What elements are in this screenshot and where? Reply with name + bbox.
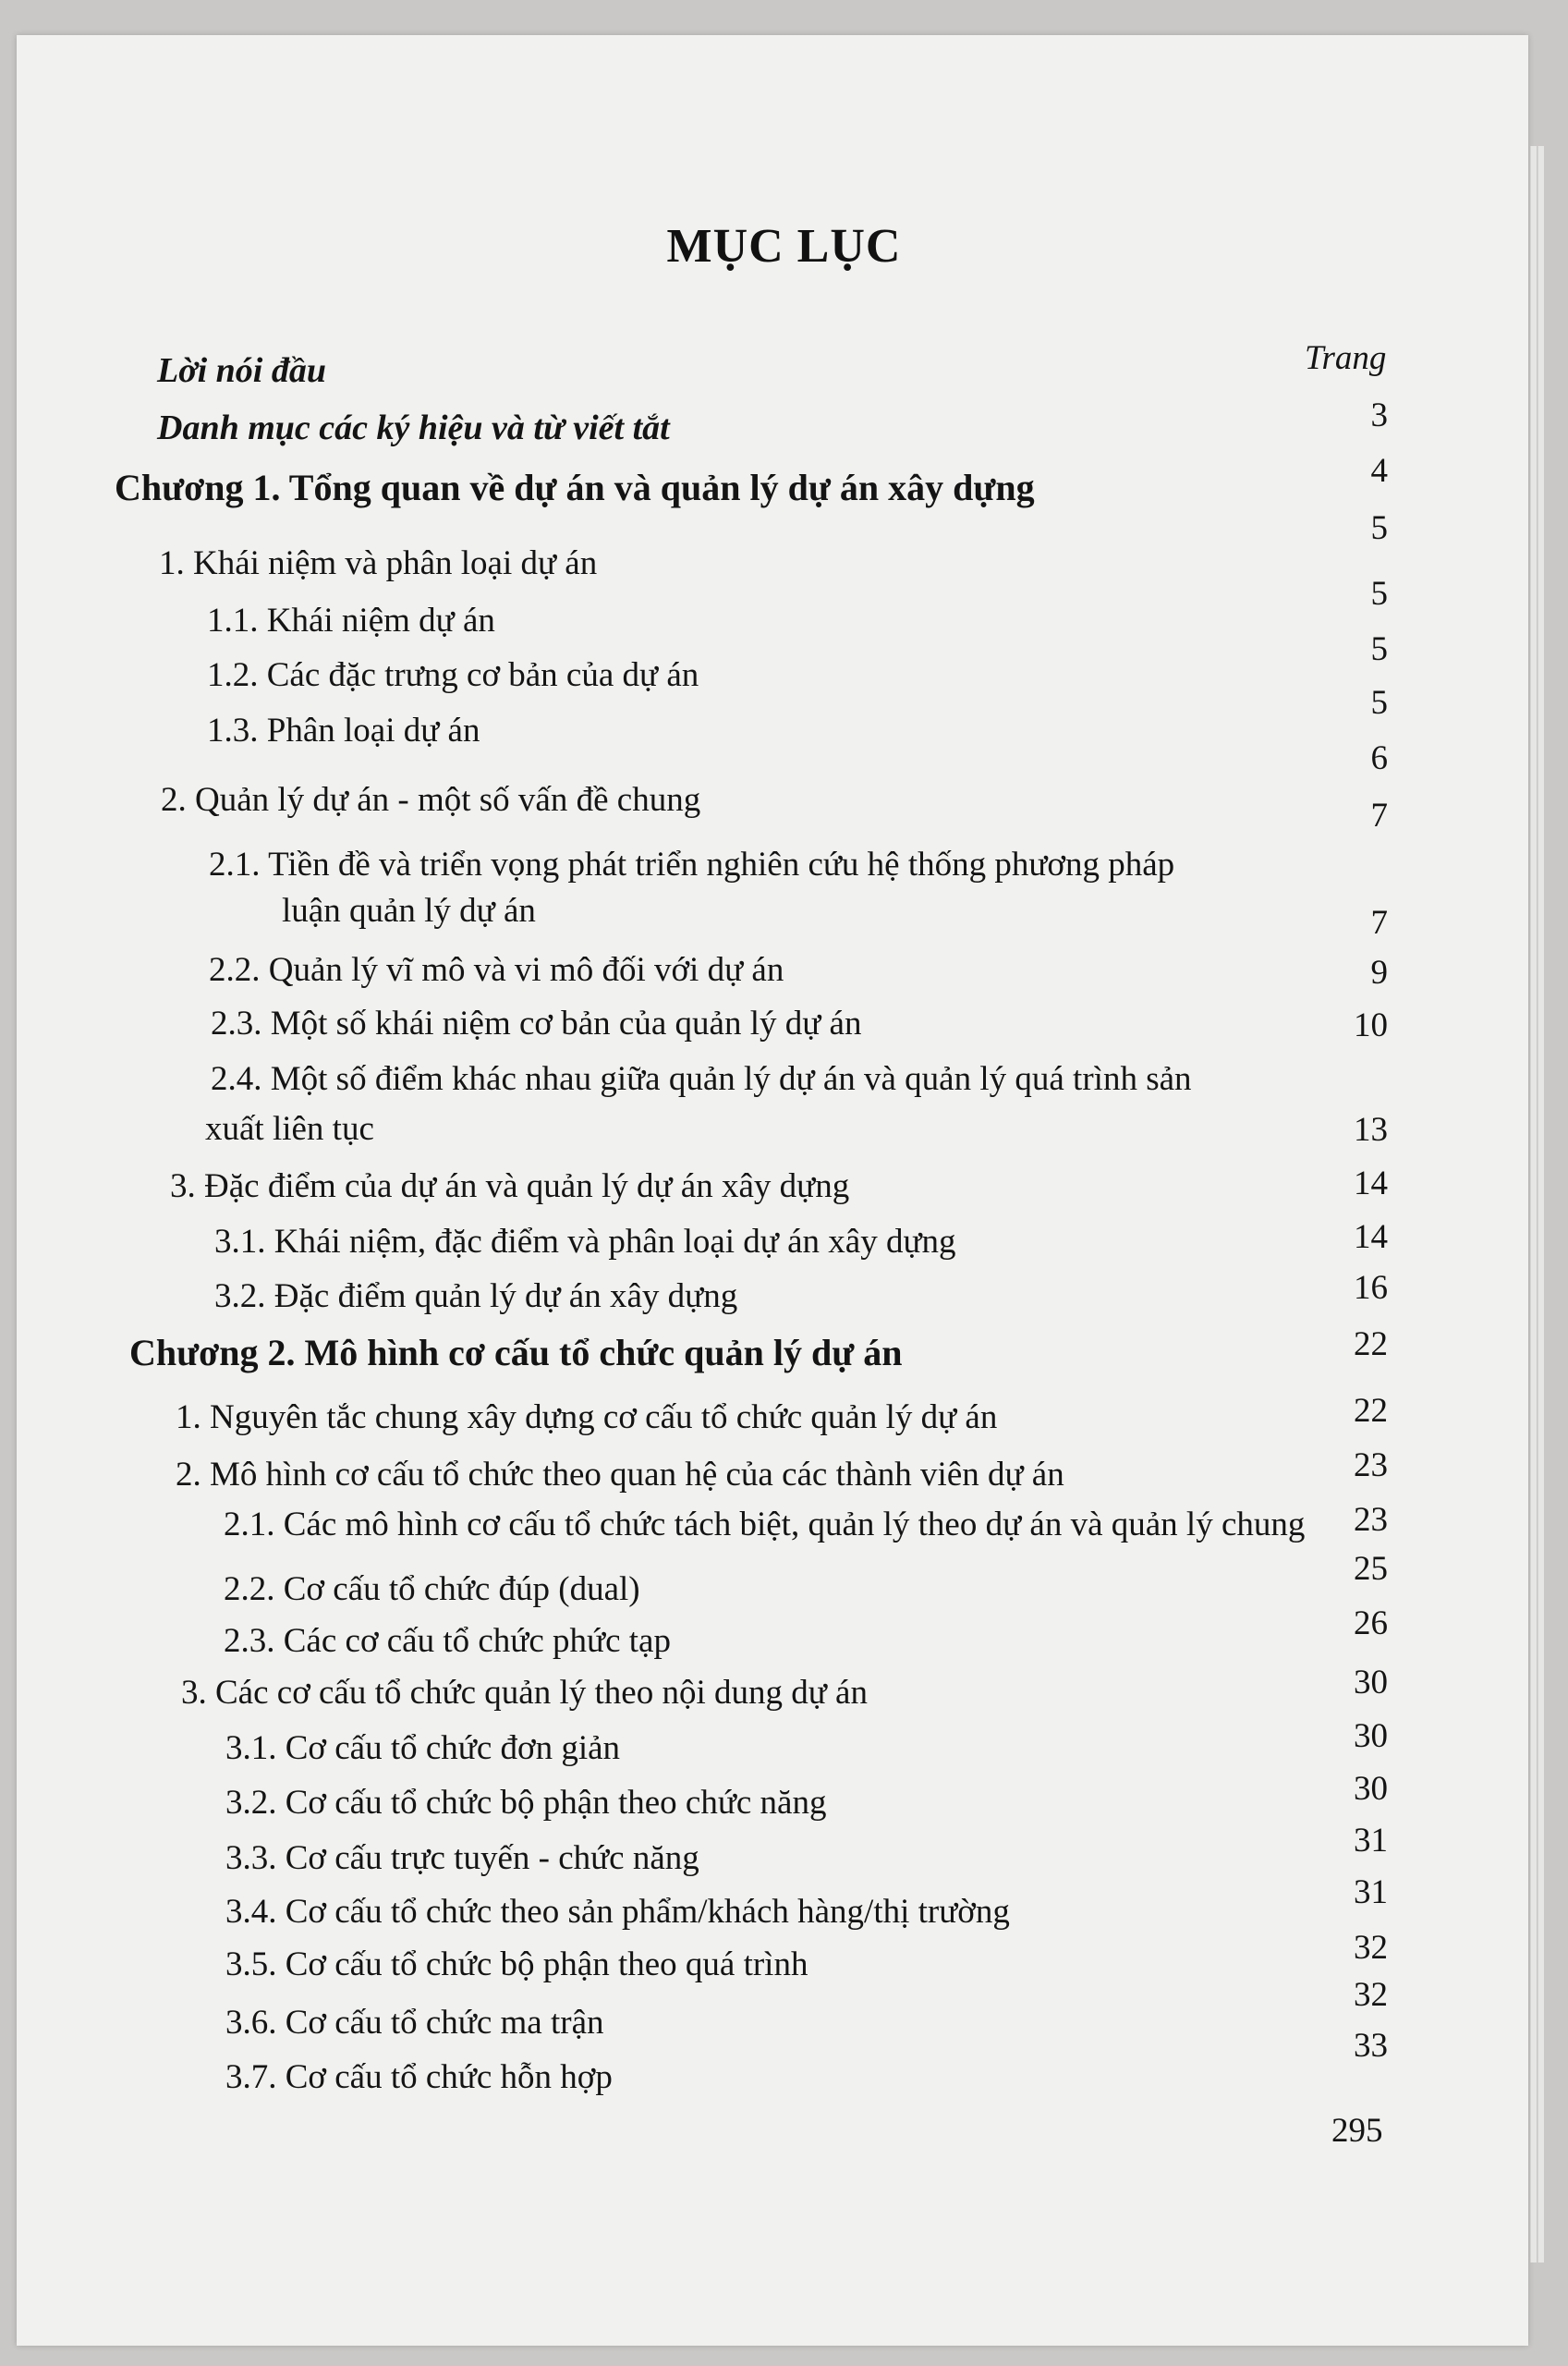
toc-entry-page: 16 bbox=[1354, 1269, 1388, 1307]
toc-entry-title: 1. Nguyên tắc chung xây dựng cơ cấu tổ chức quản lý dự án bbox=[176, 1398, 998, 1436]
toc-entry-title: Chương 2. Mô hình cơ cấu tổ chức quản lý dự án bbox=[129, 1332, 903, 1373]
toc-entry-page: 7 bbox=[1370, 797, 1388, 835]
toc-entry-page: 5 bbox=[1370, 684, 1388, 722]
toc-entry-title: 2.2. Cơ cấu tổ chức đúp (dual) bbox=[224, 1570, 640, 1608]
toc-entry-page: 26 bbox=[1354, 1604, 1388, 1642]
toc-entry-page: 30 bbox=[1354, 1770, 1388, 1808]
toc-entry-title: 3.1. Cơ cấu tổ chức đơn giản bbox=[225, 1729, 621, 1767]
toc-entry-title: 1.3. Phân loại dự án bbox=[207, 712, 480, 750]
toc-entry-title: 2.2. Quản lý vĩ mô và vi mô đối với dự án bbox=[209, 951, 784, 989]
toc-entry-title: 3.4. Cơ cấu tổ chức theo sản phẩm/khách hàng/thị trường bbox=[225, 1893, 1010, 1931]
toc-entry-title: 1.2. Các đặc trưng cơ bản của dự án bbox=[207, 656, 699, 694]
toc-entry-page: 30 bbox=[1354, 1664, 1388, 1701]
toc-entry-title: 1. Khái niệm và phân loại dự án bbox=[159, 544, 598, 582]
toc-entry-page: 10 bbox=[1354, 1006, 1388, 1044]
toc-entry-page: 9 bbox=[1370, 954, 1388, 992]
toc-entry-page: 31 bbox=[1354, 1822, 1388, 1860]
toc-entry-page: 5 bbox=[1370, 575, 1388, 613]
toc-entry-title: 3. Đặc điểm của dự án và quản lý dự án xây dựng bbox=[170, 1167, 850, 1205]
toc-entry-page: 23 bbox=[1354, 1446, 1388, 1484]
toc-entry-title: Danh mục các ký hiệu và từ viết tắt bbox=[157, 409, 670, 447]
toc-entry-title: 2.3. Một số khái niệm cơ bản của quản lý dự án bbox=[211, 1005, 862, 1043]
toc-entry-page: 22 bbox=[1354, 1325, 1388, 1363]
toc-entry-page: 14 bbox=[1354, 1218, 1388, 1256]
toc-entry-title: 2.3. Các cơ cấu tổ chức phức tạp bbox=[224, 1622, 671, 1660]
toc-entry-title: 3.3. Cơ cấu trực tuyến - chức năng bbox=[225, 1839, 699, 1877]
toc-entry-page: 3 bbox=[1370, 396, 1388, 434]
toc-entry-title: 3. Các cơ cấu tổ chức quản lý theo nội dung dự án bbox=[181, 1674, 868, 1712]
toc-entry-page: 13 bbox=[1354, 1111, 1388, 1149]
toc-entry-title: 3.6. Cơ cấu tổ chức ma trận bbox=[225, 2004, 604, 2042]
toc-entry-title: Chương 1. Tổng quan về dự án và quản lý dự án xây dựng bbox=[115, 467, 1035, 508]
toc-entry-page: 14 bbox=[1354, 1165, 1388, 1202]
toc-entry-title: 3.2. Cơ cấu tổ chức bộ phận theo chức năng bbox=[225, 1784, 827, 1822]
toc-entry-title: 3.7. Cơ cấu tổ chức hỗn hợp bbox=[225, 2058, 613, 2096]
toc-entry-title: 3.2. Đặc điểm quản lý dự án xây dựng bbox=[214, 1277, 738, 1315]
toc-entry-page: 32 bbox=[1354, 1976, 1388, 2014]
toc-entry-title-continued: xuất liên tục bbox=[205, 1110, 374, 1148]
toc-entry-title: 3.5. Cơ cấu tổ chức bộ phận theo quá trình bbox=[225, 1945, 808, 1983]
toc-entry-title: 2.4. Một số điểm khác nhau giữa quản lý dự án và quản lý quá trình sản bbox=[211, 1060, 1192, 1098]
toc-entry-page: 31 bbox=[1354, 1873, 1388, 1911]
toc-entry-page: 5 bbox=[1370, 509, 1388, 547]
toc-entry-page: 32 bbox=[1354, 1929, 1388, 1967]
page-edge bbox=[1530, 146, 1537, 2262]
toc-entry-page: 5 bbox=[1370, 630, 1388, 668]
toc-entry-page: 23 bbox=[1354, 1501, 1388, 1539]
toc-entry-title: Lời nói đầu bbox=[157, 351, 326, 390]
page-edge bbox=[1538, 146, 1544, 2262]
toc-entry-page: 25 bbox=[1354, 1550, 1388, 1588]
toc-entry-page: 33 bbox=[1354, 2027, 1388, 2065]
toc-entry-page: 22 bbox=[1354, 1392, 1388, 1430]
toc-entry-page: 4 bbox=[1370, 452, 1388, 490]
toc-entry-title-continued: luận quản lý dự án bbox=[282, 892, 536, 930]
toc-entry-title: 2.1. Các mô hình cơ cấu tổ chức tách biệt, quản lý theo dự án và quản lý chung bbox=[224, 1506, 1306, 1543]
toc-entry-title: 3.1. Khái niệm, đặc điểm và phân loại dự án xây dựng bbox=[214, 1223, 956, 1261]
page-number: 295 bbox=[1331, 2112, 1383, 2150]
toc-entry-page: 30 bbox=[1354, 1717, 1388, 1755]
toc-entry-title: 1.1. Khái niệm dự án bbox=[207, 602, 495, 640]
page-column-label: Trang bbox=[1305, 339, 1387, 377]
toc-entry-title: 2. Mô hình cơ cấu tổ chức theo quan hệ của các thành viên dự án bbox=[176, 1456, 1064, 1494]
toc-entry-page: 6 bbox=[1370, 739, 1388, 777]
toc-entry-title: 2.1. Tiền đề và triển vọng phát triển nghiên cứu hệ thống phương pháp bbox=[209, 846, 1175, 884]
toc-title: MỤC LỤC bbox=[666, 220, 902, 273]
toc-entry-page: 7 bbox=[1370, 904, 1388, 942]
toc-entry-title: 2. Quản lý dự án - một số vấn đề chung bbox=[161, 781, 701, 819]
